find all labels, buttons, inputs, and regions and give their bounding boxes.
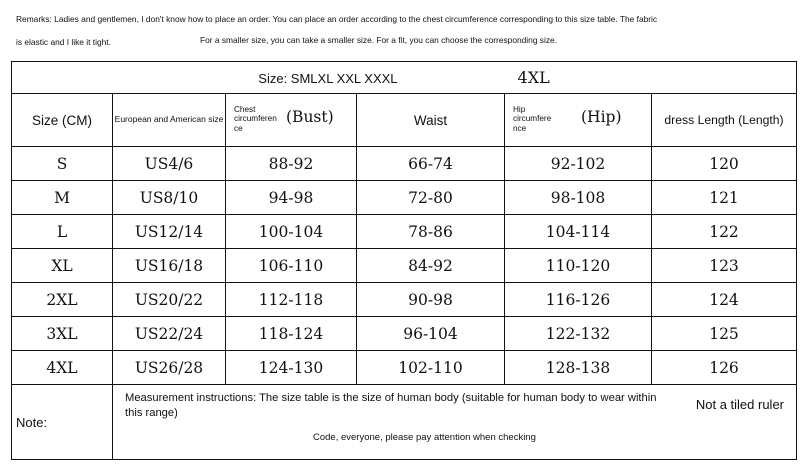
size-list: Size: SMLXL XXL XXXL xyxy=(258,71,398,86)
cell-us: US8/10 xyxy=(113,181,226,215)
cell-waist: 66-74 xyxy=(357,147,505,181)
cell-size: S xyxy=(12,147,113,181)
table-title xyxy=(12,62,797,94)
cell-waist: 102-110 xyxy=(357,351,505,385)
cell-size: M xyxy=(12,181,113,215)
note-row xyxy=(12,385,797,460)
size-4xl-label: 4XL xyxy=(517,68,550,87)
cell-chest: 100-104 xyxy=(226,215,357,249)
cell-length: 122 xyxy=(652,215,797,249)
cell-hip: 128-138 xyxy=(505,351,652,385)
cell-length: 121 xyxy=(652,181,797,215)
cell-waist: 78-86 xyxy=(357,215,505,249)
cell-size: 2XL xyxy=(12,283,113,317)
table-row xyxy=(12,181,797,215)
header-hip xyxy=(505,94,652,147)
cell-waist: 72-80 xyxy=(357,181,505,215)
cell-us: US26/28 xyxy=(113,351,226,385)
cell-chest: 106-110 xyxy=(226,249,357,283)
cell-size: XL xyxy=(12,249,113,283)
header-length: dress Length (Length) xyxy=(652,94,797,147)
header-eu-us-label: European and American size xyxy=(114,114,224,125)
header-hip-big: (Hip) xyxy=(581,108,622,126)
measurement-instructions: Measurement instructions: The size table is the size of human body (suitable for human body to wear within this range) xyxy=(125,392,657,419)
remark-line-1: Remarks: Ladies and gentlemen, I don't know how to place an order. You can place an order according to the chest circumference corresponding to this size table. The fabric xyxy=(16,14,658,24)
cell-chest: 124-130 xyxy=(226,351,357,385)
cell-size: 4XL xyxy=(12,351,113,385)
table-row xyxy=(12,317,797,351)
cell-chest: 112-118 xyxy=(226,283,357,317)
note-body xyxy=(113,385,797,460)
cell-chest: 118-124 xyxy=(226,317,357,351)
cell-us: US4/6 xyxy=(113,147,226,181)
cell-chest: 88-92 xyxy=(226,147,357,181)
cell-length: 125 xyxy=(652,317,797,351)
header-eu-us xyxy=(113,94,226,147)
remark-line-2: is elastic and I like it tight. xyxy=(16,37,111,47)
cell-us: US22/24 xyxy=(113,317,226,351)
table-row xyxy=(12,351,797,385)
cell-us: US16/18 xyxy=(113,249,226,283)
remark-line-3: For a smaller size, you can take a smaller size. For a fit, you can choose the corresponding size. xyxy=(200,35,558,45)
cell-hip: 104-114 xyxy=(505,215,652,249)
header-chest xyxy=(226,94,357,147)
header-chest-big: (Bust) xyxy=(286,108,334,126)
header-row xyxy=(12,94,797,147)
cell-size: L xyxy=(12,215,113,249)
header-size: Size (CM) xyxy=(12,94,113,147)
note-label: Note: xyxy=(12,385,113,460)
cell-hip: 98-108 xyxy=(505,181,652,215)
cell-hip: 92-102 xyxy=(505,147,652,181)
size-table xyxy=(11,61,797,460)
cell-hip: 116-126 xyxy=(505,283,652,317)
cell-waist: 90-98 xyxy=(357,283,505,317)
ruler-notice: Not a tiled ruler xyxy=(695,397,785,412)
table-row xyxy=(12,283,797,317)
check-notice: Code, everyone, please pay attention when checking xyxy=(313,432,536,443)
cell-size: 3XL xyxy=(12,317,113,351)
cell-waist: 96-104 xyxy=(357,317,505,351)
header-hip-small: Hip circumfere nce xyxy=(513,105,552,133)
cell-length: 124 xyxy=(652,283,797,317)
cell-us: US12/14 xyxy=(113,215,226,249)
cell-waist: 84-92 xyxy=(357,249,505,283)
cell-hip: 122-132 xyxy=(505,317,652,351)
header-chest-small: Chest circumferen ce xyxy=(234,105,277,133)
cell-us: US20/22 xyxy=(113,283,226,317)
table-row xyxy=(12,147,797,181)
table-row xyxy=(12,249,797,283)
table-title-row xyxy=(12,62,797,94)
header-waist: Waist xyxy=(357,94,505,147)
cell-hip: 110-120 xyxy=(505,249,652,283)
cell-length: 123 xyxy=(652,249,797,283)
cell-chest: 94-98 xyxy=(226,181,357,215)
cell-length: 126 xyxy=(652,351,797,385)
cell-length: 120 xyxy=(652,147,797,181)
table-row xyxy=(12,215,797,249)
